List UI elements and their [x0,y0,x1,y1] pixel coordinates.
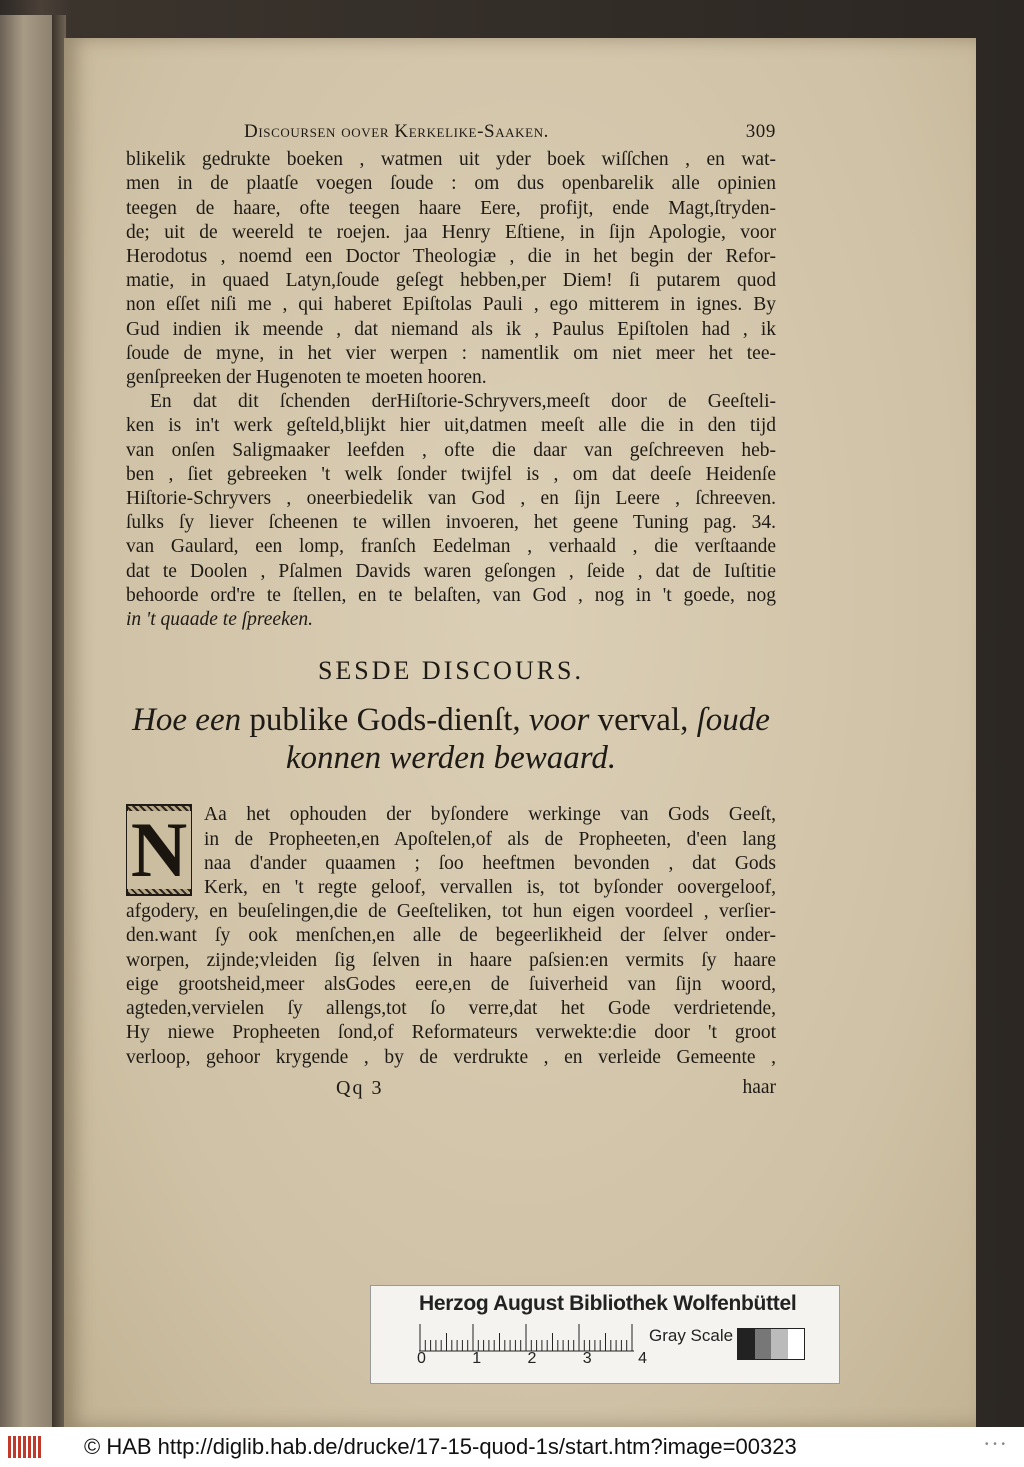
text-line: Hiſtorie-Schryvers , oneerbiedelik van God , en ſijn Leere , ſchreeven. [126,488,776,510]
swatch-patch [738,1329,755,1359]
title-fragment: Hoe een [132,702,242,739]
title-fragment: publike Gods-dienſt, [241,702,529,739]
gray-scale-swatch [737,1328,805,1360]
decorated-initial [126,804,192,896]
initial-letter: N [127,811,191,889]
text-line: ken is in't werk geſteld,blijkt hier uit,datmen meeſt alle die in den tijd [126,415,776,437]
chapter-title-line-1 [126,701,776,739]
text-line: Hy niewe Propheeten ſond,of Reformateurs verwekte:die door 't groot [126,1022,776,1044]
copyright-link[interactable]: © HAB http://diglib.hab.de/drucke/17-15-quod-1s/start.htm?image=00323 [84,1434,797,1459]
page-number: 309 [745,121,776,142]
gray-scale-label: Gray Scale [649,1326,734,1345]
hab-logo-icon[interactable] [8,1434,48,1460]
text-line: afgodery, en beuſelingen,die de Geeſteliken, tot hun eigen voordeel , verſier- [126,901,776,923]
facing-page-edge [0,15,52,1427]
text-line: men in de plaatſe voegen ſoude : om dus openbarelik alle opinien [126,173,776,195]
page-footer-line [126,1076,776,1100]
viewer-footer [0,1427,1024,1467]
ruler-number: 2 [527,1350,537,1367]
text-line: ſoude de myne, in het vier werpen : namentlik om niet meer het tee- [126,342,776,364]
text-line: ſulks ſy liever ſcheenen te willen invoeren, het geene Tuning pag. 34. [126,512,776,534]
title-fragment: ſoude [696,702,770,739]
text-line: matie, in quaed Latyn,ſoude geſegt hebben,per Diem! ſi putarem quod [126,270,776,292]
swatch-patch [755,1329,772,1359]
text-line: van Gaulard, een lomp, franſch Eedelman , verhaald , die verſtaande [126,536,776,558]
text-line: blikelik gedrukte boeken , watmen uit yder boek wiſſchen , en wat- [126,149,776,171]
ruler-number: 0 [417,1350,426,1367]
library-color-card [370,1285,840,1384]
text-line: eige grootsheid,meer alsGodes eere,en de ſuiverheid van ſijn woord, [126,973,776,995]
text-line: van onſen Saligmaaker leefden , ofte die daar van geſchreeven heb- [126,439,776,461]
text-line: agteden,vervielen ſy allengs,tot ſo verre,dat het Gode verdrietende, [126,998,776,1020]
text-line: non eſſet niſi me , qui haberet Epiſtolas Pauli , ego mitterem in ignes. By [126,294,776,316]
chapter-title-line-2: konnen werden bewaard. [285,740,617,777]
running-head [126,120,776,144]
text-block [126,120,776,1100]
text-line: naa d'ander quaamen ; ſoo heeftmen bevonden , dat Gods [204,852,776,874]
paragraph-2 [126,390,776,632]
text-line: teegen de haare, ofte teegen haare Eere, profijt, ende Magt,ſtryden- [126,197,776,219]
ruler-number: 4 [638,1350,647,1367]
text-line: Kerk, en 't regte geloof, vervallen is, tot byſonder oovergeloof, [204,877,776,899]
text-line: den.want ſy ook menſchen,en alle de begeerlikheid der ſelver onder- [126,925,776,947]
text-line: in de Propheeten,en Apoſtelen,of als de Propheeten, d'een lang [204,828,776,850]
text-line: de; uit de weereld te roejen. jaa Henry Eſtiene, in ſijn Apologie, voor [126,221,776,243]
ruler-scale [419,1324,634,1352]
signature-mark: Qq 3 [336,1076,384,1099]
swatch-patch [788,1329,805,1359]
text-line: worpen, zijnde;vleiden ſig ſelven in haare paſsien:en vermits ſy haare [126,949,776,971]
paragraph-3 [126,803,776,1069]
title-fragment: verval, [589,702,697,739]
text-line: Aa het ophouden der byſondere werkinge van Gods Geeſt, [204,804,776,826]
book-page [64,38,976,1427]
ruler-number: 1 [472,1350,482,1367]
text-line: dat te Doolen , Pſalmen Davids waren geſongen , ſeide , dat de Iuſtitie [126,560,776,582]
title-fragment: voor [528,702,590,739]
text-line: genſpreeken der Hugenoten te moeten hooren. [126,367,487,389]
paragraph-1 [126,148,776,390]
ruler-number: 3 [582,1350,592,1367]
text-line: in 't quaade te ſpreeken. [126,609,314,631]
more-icon[interactable]: • • • [984,1439,1006,1450]
running-title: Discoursen oover Kerkelike-Saaken. [244,121,550,142]
text-line: Gud indien ik meende , dat niemand als ik , Paulus Epiſtolen had , ik [126,318,776,340]
library-name: Herzog August Bibliothek Wolfenbüttel [419,1292,797,1315]
swatch-patch [771,1329,788,1359]
text-line: En dat dit ſchenden derHiſtorie-Schryvers,meeſt door de Geeſteli- [150,391,776,413]
section-title: SESDE DISCOURS. [317,656,585,686]
text-line: behoorde ord're te ſtellen, en te belaſten, van God , nog in 't goede, nog [126,584,776,606]
catchword: haar [742,1076,776,1098]
text-line: verloop, gehoor krygende , by de verdrukte , en verleide Gemeente , [126,1046,776,1068]
text-line: Herodotus , noemd een Doctor Theologiæ , die in het begin der Refor- [126,246,776,268]
ruler-numbers [417,1350,647,1368]
text-line: ben , ſiet gebreeken 't welk ſonder twijfel is , om dat deeſe Heidenſe [126,463,776,485]
chapter-title [126,701,776,777]
